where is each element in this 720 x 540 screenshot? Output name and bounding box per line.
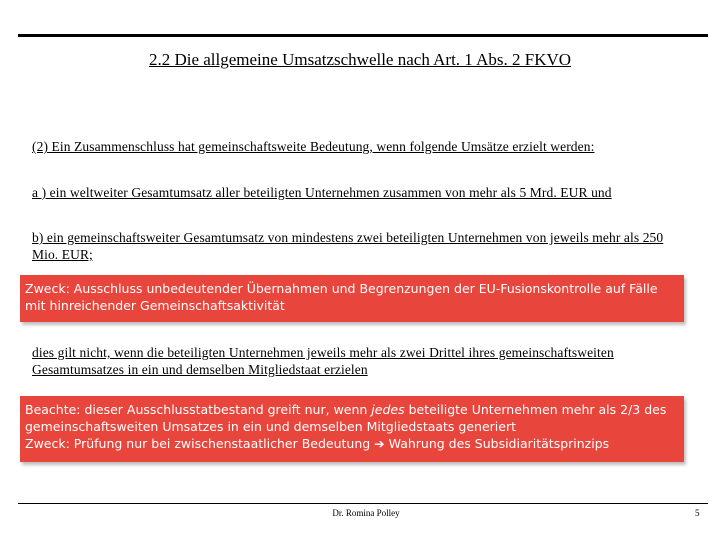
note-purpose-end: Wahrung des Subsidiaritätsprinzips <box>384 436 610 451</box>
page-number: 5 <box>695 508 700 518</box>
note-purpose-start: Zweck: Prüfung nur bei zwischenstaatlicher Bedeutung <box>25 436 375 451</box>
note-text-start: Beachte: dieser Ausschlusstatbestand greift nur, wenn <box>25 402 372 417</box>
paragraph-a: a ) ein weltweiter Gesamtumsatz aller beteiligten Unternehmen zusammen von mehr als 5 Mrd. EUR und <box>32 185 612 200</box>
paragraph-b: b) ein gemeinschaftsweiter Gesamtumsatz von mindestens zwei beteiligten Unternehmen von jeweils mehr als 250 Mio. EUR; <box>32 230 664 262</box>
note-box <box>20 396 684 462</box>
purpose-box <box>20 275 684 322</box>
arrow-right-icon: ➔ <box>374 436 385 451</box>
footer-author: Dr. Romina Polley <box>332 508 400 518</box>
bottom-rule <box>18 503 708 504</box>
top-rule <box>18 34 708 37</box>
note-emphasis: jedes <box>371 402 405 417</box>
slide-title: 2.2 Die allgemeine Umsatzschwelle nach Art. 1 Abs. 2 FKVO <box>148 50 572 69</box>
note-text-end: beteiligte Unternehmen mehr als 2/3 des gemeinschaftsweiten Umsatzes in ein und demselben Mitgliedstaats generiert <box>25 402 667 434</box>
purpose-text: Zweck: Ausschluss unbedeutender Übernahmen und Begrenzungen der EU-Fusionskontrolle auf Fälle mit hinreichender Gemeinschaftsaktivität <box>25 281 658 313</box>
paragraph-exception: dies gilt nicht, wenn die beteiligten Unternehmen jeweils mehr als zwei Drittel ihres gemeinschaftsweiten Gesamtumsatzes in ein und demselben Mitgliedstaat erzielen <box>32 345 614 377</box>
paragraph-2-intro: (2) Ein Zusammenschluss hat gemeinschaftsweite Bedeutung, wenn folgende Umsätze erzielt werden: <box>32 139 595 154</box>
